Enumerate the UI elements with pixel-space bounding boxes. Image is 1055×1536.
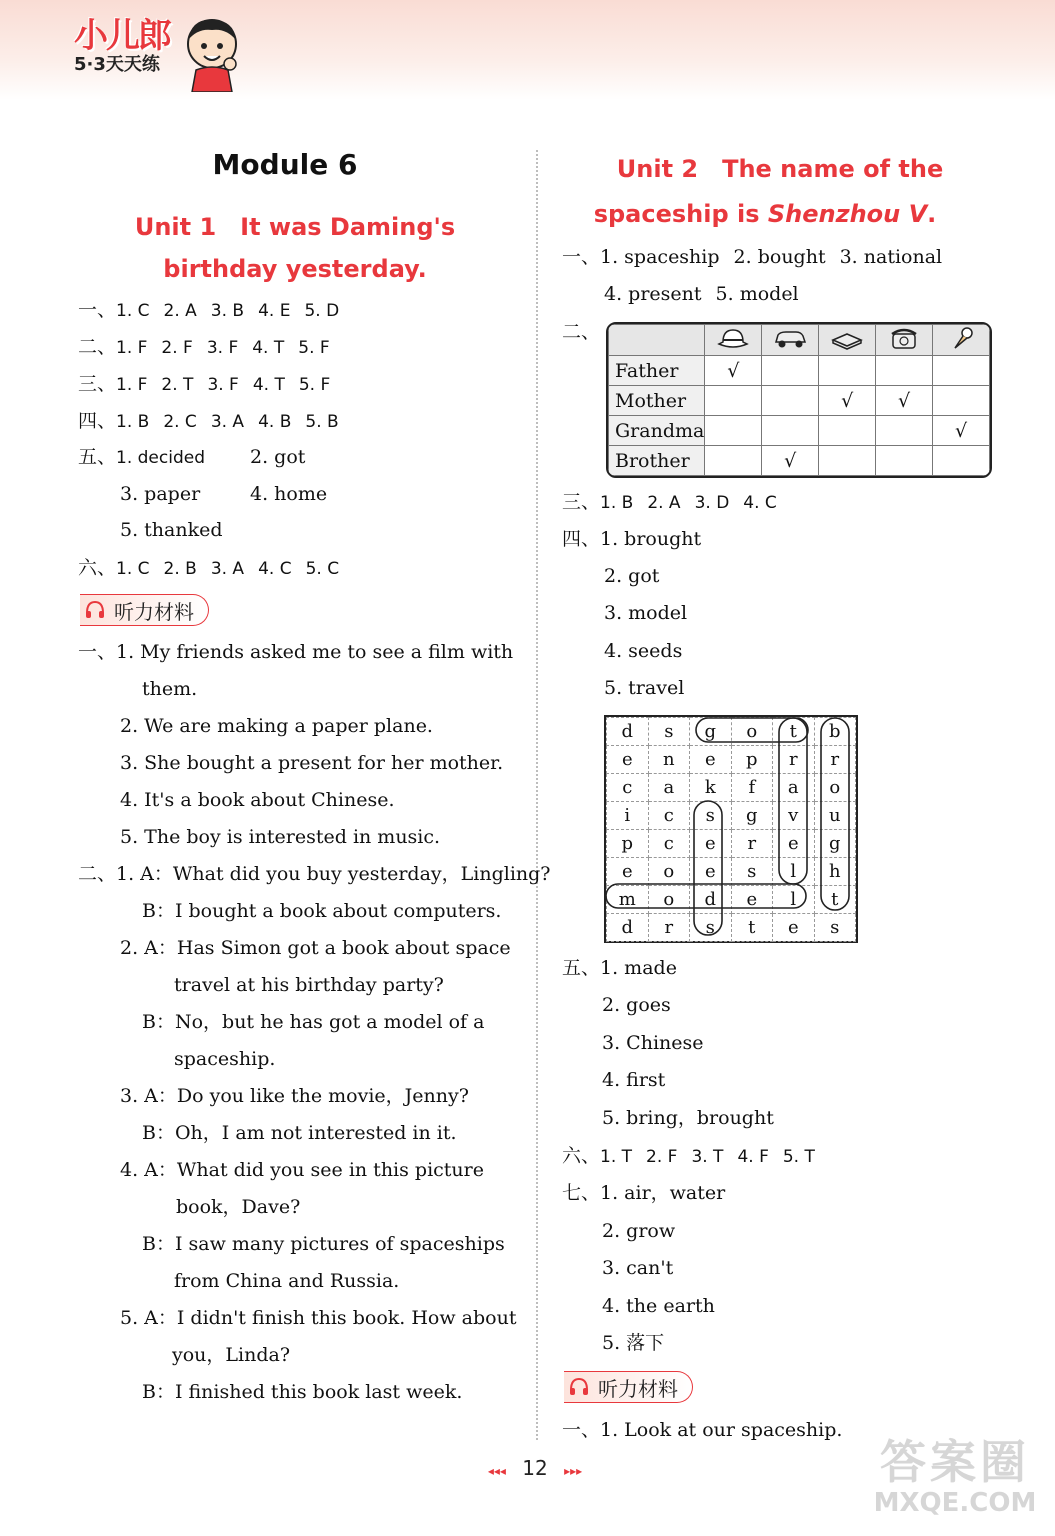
word-search-letter: s (814, 914, 856, 942)
word-search-letter: l (773, 886, 814, 914)
word-search-letter: d (607, 718, 649, 746)
left-answer-row (78, 409, 339, 434)
answer: 3. F (207, 375, 239, 395)
answer: 5. D (304, 301, 340, 321)
word-search-letter: d (690, 886, 731, 914)
answer: 3. T (691, 1147, 724, 1167)
answer: 4. B (258, 412, 292, 432)
word-search-letter: g (731, 802, 772, 830)
module-title: Module 6 (212, 148, 358, 181)
left-s5-answer5: 5. thanked (120, 519, 223, 541)
title-part: . (927, 200, 937, 228)
check-cell (819, 416, 876, 446)
word-search-letter: l (773, 858, 814, 886)
right-s7-line4: 4. the earth (602, 1295, 715, 1317)
answer: 1. F (116, 375, 148, 395)
word-search-letter: h (814, 858, 856, 886)
word-search-letter: s (648, 718, 689, 746)
section-label: 六、 (78, 557, 117, 579)
right-s3-row (562, 490, 777, 515)
circle-travel (779, 718, 807, 884)
listen2-line6: spaceship. (174, 1048, 276, 1070)
listen1-line1 (78, 640, 513, 664)
answer: 3. national (839, 246, 943, 268)
listen2-line3: 2. A：Has Simon got a book about space (120, 937, 511, 959)
table-row (609, 416, 990, 446)
answer: 1. B (600, 493, 634, 513)
left-s5-answer4: 4. home (250, 483, 328, 505)
row-name: Mother (609, 386, 705, 416)
book-icon (819, 325, 876, 356)
listen1-line2: them. (142, 678, 198, 700)
listen2-line8: B：Oh，I am not interested in it. (142, 1122, 457, 1144)
check-cell (762, 416, 819, 446)
right-s6-row (562, 1144, 815, 1169)
word-search-letter: e (607, 858, 649, 886)
title-italic-part: Shenzhou V (767, 200, 928, 228)
circle-got (696, 718, 808, 742)
sentence: 1. My friends asked me to see a film with (116, 641, 514, 663)
listen2-line5: B：No，but he has got a model of a (142, 1011, 485, 1033)
check-cell (762, 386, 819, 416)
word-search-letter: o (648, 858, 689, 886)
answer: 3. A (210, 412, 245, 432)
headphones-icon (84, 599, 106, 621)
section-label: 四、 (562, 528, 601, 550)
listening-label-text: 听力材料 (114, 599, 194, 624)
unit2-title-line1: Unit 2 The name of the (616, 155, 944, 183)
listening-label-text: 听力材料 (598, 1376, 678, 1401)
check-cell (819, 446, 876, 476)
left-answer-row (78, 335, 330, 360)
answer: 5. B (305, 412, 339, 432)
table-row (609, 446, 990, 476)
word-search-letter: m (607, 886, 649, 914)
section-label: 一、 (78, 299, 117, 321)
table-row (609, 356, 990, 386)
word-search-letter: t (773, 718, 814, 746)
listen2-line7: 3. A：Do you like the movie，Jenny? (120, 1085, 469, 1107)
check-cell: √ (933, 416, 990, 446)
answer: 1. brought (600, 528, 702, 550)
listen2-line12: from China and Russia. (174, 1270, 400, 1292)
word-search-letter: d (607, 914, 649, 942)
watermark (860, 1436, 1050, 1518)
left-answer-row (78, 372, 330, 397)
sentence: 1. Look at our spaceship. (600, 1419, 843, 1441)
answer: 4. E (258, 301, 291, 321)
word-search-letter: f (731, 774, 772, 802)
left-s5-line1 (78, 445, 205, 470)
column-divider (536, 150, 538, 1440)
check-cell (876, 416, 933, 446)
right-arrows-icon: ▸▸▸ (564, 1464, 583, 1478)
headphones-icon (568, 1376, 590, 1398)
right-s7-line5: 5. 落下 (602, 1332, 665, 1354)
word-search-letter: o (648, 886, 689, 914)
check-cell (819, 356, 876, 386)
left-s5-answer2: 2. got (250, 446, 306, 468)
listen1-line3: 2. We are making a paper plane. (120, 715, 433, 737)
row-name: Brother (609, 446, 705, 476)
answer: 1. decided (116, 448, 205, 468)
check-cell: √ (876, 386, 933, 416)
word-search-letter: c (607, 774, 649, 802)
word-search-letter: r (814, 746, 856, 774)
circle-brought (821, 718, 849, 910)
answer: 2. A (163, 301, 197, 321)
word-search-letter: e (773, 830, 814, 858)
word-search-letter: u (814, 802, 856, 830)
word-search-letter: g (814, 830, 856, 858)
phone-icon (876, 325, 933, 356)
answer: 1. made (600, 957, 677, 979)
answer: 2. T (161, 375, 194, 395)
word-search-letter: o (814, 774, 856, 802)
table-header-row (609, 325, 990, 356)
word-search-letter: o (731, 718, 772, 746)
word-search-letter: e (773, 914, 814, 942)
word-search-letter: k (690, 774, 731, 802)
answer: 1. T (600, 1147, 633, 1167)
right-s7-line2: 2. grow (602, 1220, 676, 1242)
check-cell (705, 416, 762, 446)
logo-main-text: 小儿郎 (74, 16, 170, 56)
gift-table (606, 322, 992, 478)
right-s5-line3: 3. Chinese (602, 1032, 704, 1054)
right-s7-line1 (562, 1181, 725, 1205)
answer: 3. F (206, 338, 239, 358)
right-s5-line4: 4. first (602, 1069, 666, 1091)
right-s4-line3: 3. model (604, 602, 688, 624)
listen2-line1 (78, 862, 550, 886)
check-cell (705, 446, 762, 476)
answer: 1. F (116, 338, 148, 358)
answer: 3. A (210, 559, 245, 579)
answer: 2. B (163, 559, 197, 579)
table-row (609, 386, 990, 416)
left-answer-row (78, 298, 339, 323)
right-listen1-line1 (562, 1418, 842, 1442)
hat-icon (705, 325, 762, 356)
answer: 2. A (647, 493, 681, 513)
word-search-letter: e (690, 746, 731, 774)
word-search-letter: r (773, 746, 814, 774)
watermark-big: 答案圈 (880, 1435, 1030, 1489)
row-name: Father (609, 356, 705, 386)
circle-model (606, 884, 806, 908)
section-label: 七、 (562, 1182, 601, 1204)
section-label: 二、 (78, 863, 117, 885)
word-search-letter: a (773, 774, 814, 802)
word-search-letter: e (690, 858, 731, 886)
word-search-circles (604, 715, 854, 939)
listen1-line5: 4. It's a book about Chinese. (120, 789, 395, 811)
answer: 4. present (604, 283, 702, 305)
word-search-letter: e (731, 886, 772, 914)
listening-label-left (80, 594, 209, 626)
answer: 1. spaceship (600, 246, 720, 268)
answer: 3. D (694, 493, 730, 513)
word-search-letter: s (690, 802, 731, 830)
answer: 4. T (252, 338, 285, 358)
answer: 5. F (298, 375, 331, 395)
check-cell (876, 446, 933, 476)
section-label: 一、 (562, 246, 601, 268)
listen2-line10: book，Dave? (176, 1196, 301, 1218)
right-s5-line2: 2. goes (602, 994, 671, 1016)
unit1-title-line1: Unit 1 It was Daming's (134, 213, 456, 241)
right-s2-label: 二、 (562, 321, 601, 343)
word-search-letter: n (648, 746, 689, 774)
page-number (470, 1456, 600, 1480)
answer: 4. T (252, 375, 285, 395)
section-label: 五、 (78, 446, 117, 468)
word-search-letter: a (648, 774, 689, 802)
unit2-title-line2 (580, 193, 950, 235)
unit1-title-line2: birthday yesterday. (163, 255, 427, 283)
section-label: 四、 (78, 410, 117, 432)
check-cell: √ (762, 446, 819, 476)
brand-logo (74, 18, 170, 76)
word-search-letter: r (731, 830, 772, 858)
word-search-letter: e (690, 830, 731, 858)
word-search-letter: i (607, 802, 649, 830)
section-label: 六、 (562, 1145, 601, 1167)
word-search-letter: t (814, 886, 856, 914)
answer: 5. F (298, 338, 330, 358)
section-label: 三、 (78, 373, 117, 395)
section-label: 一、 (78, 641, 117, 663)
circle-seeds (694, 801, 722, 935)
listen2-line14: you，Linda? (172, 1344, 291, 1366)
word-search-letter: p (731, 746, 772, 774)
right-s1-line1 (562, 245, 942, 269)
answer: 3. B (210, 301, 245, 321)
listen2-line13: 5. A：I didn't finish this book. How about (120, 1307, 517, 1329)
sentence: 1. A：What did you buy yesterday，Lingling? (116, 863, 551, 885)
check-cell (933, 446, 990, 476)
right-s4-line5: 5. travel (604, 677, 685, 699)
title-part: spaceship is (593, 200, 768, 228)
section-label: 二、 (78, 336, 117, 358)
left-row-6 (78, 556, 339, 581)
row-name: Grandma (609, 416, 705, 446)
answer: 2. F (161, 338, 193, 358)
word-search-letter: g (690, 718, 731, 746)
answer: 5. T (782, 1147, 815, 1167)
answer: 2. bought (733, 246, 826, 268)
word-search-letter: c (648, 802, 689, 830)
word-search-letter: v (773, 802, 814, 830)
mascot-boy-icon (182, 14, 242, 92)
listening-label-right (564, 1371, 693, 1403)
answer: 5. C (305, 559, 340, 579)
answer: 4. C (743, 493, 777, 513)
check-cell (705, 386, 762, 416)
word-search-letter: b (814, 718, 856, 746)
word-search-letter: s (690, 914, 731, 942)
word-search-letter: s (731, 858, 772, 886)
right-s1-line2 (604, 282, 799, 306)
section-label: 三、 (562, 491, 601, 513)
answer: 4. F (737, 1147, 769, 1167)
check-cell (876, 356, 933, 386)
right-s7-line3: 3. can't (602, 1257, 674, 1279)
listen2-line9: 4. A：What did you see in this picture (120, 1159, 484, 1181)
section-label: 一、 (562, 1419, 601, 1441)
answer: 1. C (116, 559, 150, 579)
check-cell (933, 386, 990, 416)
answer: 1. B (116, 412, 150, 432)
right-s4-line4: 4. seeds (604, 640, 683, 662)
table-corner (609, 325, 705, 356)
answer: 5. model (715, 283, 799, 305)
logo-sub-text: 5·3天天练 (74, 54, 160, 75)
word-search-letter: c (648, 830, 689, 858)
car-icon (762, 325, 819, 356)
check-cell: √ (819, 386, 876, 416)
right-s4-line2: 2. got (604, 565, 660, 587)
word-search-letter: t (731, 914, 772, 942)
check-cell (933, 356, 990, 386)
answer: 1. air，water (600, 1182, 726, 1204)
listen1-line4: 3. She bought a present for her mother. (120, 752, 504, 774)
check-cell (762, 356, 819, 386)
listen2-line15: B：I finished this book last week. (142, 1381, 463, 1403)
word-search-letter: e (607, 746, 649, 774)
listen2-line11: B：I saw many pictures of spaceships (142, 1233, 505, 1255)
listen1-line6: 5. The boy is interested in music. (120, 826, 441, 848)
right-s4-line1 (562, 527, 701, 551)
answer: 4. C (258, 559, 292, 579)
word-search-letter: r (648, 914, 689, 942)
watermark-small: MXQE.COM (873, 1488, 1037, 1518)
answer: 1. C (116, 301, 150, 321)
right-s5-line1 (562, 956, 677, 980)
section-label: 五、 (562, 957, 601, 979)
answer: 2. C (163, 412, 197, 432)
answer: 2. F (646, 1147, 678, 1167)
left-arrows-icon: ◂◂◂ (487, 1464, 506, 1478)
listen2-line2: B：I bought a book about computers. (142, 900, 502, 922)
word-search-letter: p (607, 830, 649, 858)
right-s5-line5: 5. bring，brought (602, 1107, 774, 1129)
check-cell: √ (705, 356, 762, 386)
ice-cream-icon (933, 325, 990, 356)
listen2-line4: travel at his birthday party? (174, 974, 444, 996)
left-s5-answer3: 3. paper (120, 483, 201, 505)
page-number-text: 12 (522, 1456, 548, 1480)
